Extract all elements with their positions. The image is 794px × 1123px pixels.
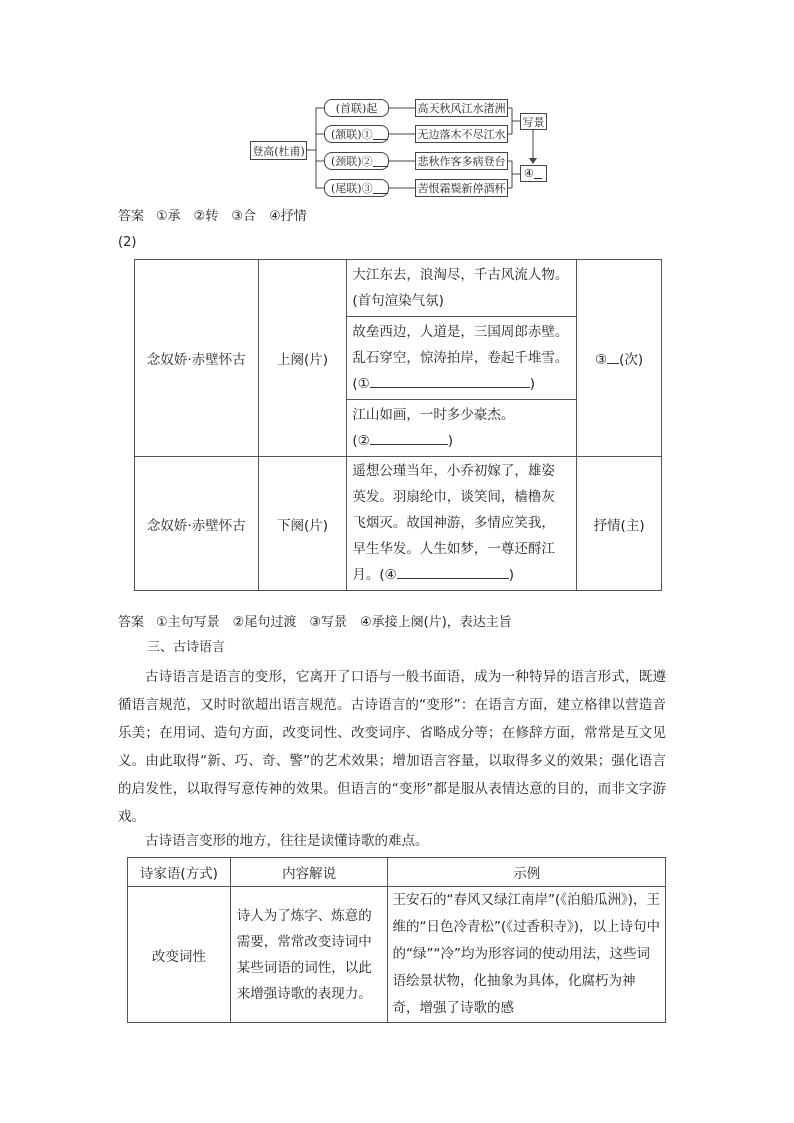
blank — [373, 183, 388, 194]
poem-part: 上阕(片) — [258, 260, 347, 457]
diagram-label-1: (首联)起 — [324, 99, 389, 117]
role-cell: ③ (次) — [577, 260, 662, 457]
diagram-label-4: (尾联)③ — [324, 179, 389, 197]
item-2-label: (2) — [118, 235, 137, 250]
diagram-line-4: 苦恨霜鬓新停酒杯 — [415, 179, 508, 197]
diagram-root: 登高(杜甫) — [250, 141, 307, 160]
header-explain: 内容解说 — [230, 858, 388, 887]
diagram-line-1: 高天秋风江水渚洲 — [415, 99, 508, 117]
verse-cell: 大江东去，浪淘尽，千古风流人物。 (首句渲染气氛) — [347, 260, 577, 317]
paragraph-1: 古诗语言是语言的变形，它离开了口语与一般书面语，成为一种特异的语言形式，既遵循语言规范，又时时欲超出语言规范。古诗语言的“变形”：在语言方面，建立格律以营造音乐美；在用词、造句方面，改变词性、改变词序、省略成分等；在修辞方面，常常是互文见义。由此取得“新、巧、奇、警”的艺术效果；增加语言容量，以取得多义的效果；强化语言的启发性，以取得写意传神的效果。但语言的“变形”都是服从表情达意的目的，而非文字游戏。 — [118, 669, 666, 825]
diagram-connectors — [0, 0, 794, 200]
blank — [607, 349, 619, 364]
verse-cell: 遥想公瑾当年，小乔初嫁了，雄姿 英发。羽扇纶巾，谈笑间，樯橹灰 飞烟灭。故国神游，多情应笑我， 早生华发。人生如梦，一尊还酹江 月。(④ ) — [347, 457, 577, 591]
poetic-language-table — [127, 857, 666, 1023]
diagram-line-2: 无边落木不尽江水 — [415, 125, 508, 143]
table-row — [135, 260, 662, 317]
example-cell: 王安石的“春风又绿江南岸”(《泊船瓜洲》)，王维的“日色冷青松”(《过香积寺》)，以上诗句中的“绿”“冷”均为形容词的使动用法，这些词语绘景状物，化抽象为具体，化腐朽为神奇，增强了诗歌的感 — [388, 887, 666, 1023]
blank — [534, 168, 542, 179]
diagram-label-3: (颈联)② — [324, 152, 389, 170]
poem-table — [134, 259, 662, 591]
method-cell: 改变词性 — [128, 887, 231, 1023]
table-row — [135, 457, 662, 591]
blank — [370, 430, 448, 445]
poem-part: 下阕(片) — [258, 457, 347, 591]
role-cell: 抒情(主) — [577, 457, 662, 591]
poem-title: 念奴娇·赤壁怀古 — [135, 260, 259, 457]
table-row — [128, 887, 666, 1023]
answer-2: 答案 ①主句写景 ②尾句过渡 ③写景 ④承接上阕(片)，表达主旨 — [118, 615, 512, 630]
diagram-line-3: 悲秋作客多病登台 — [415, 152, 508, 170]
blank — [397, 564, 509, 579]
paragraph-2: 古诗语言变形的地方，往往是读懂诗歌的难点。 — [145, 833, 429, 849]
verse-cell: 江山如画，一时多少豪杰。 (② ) — [347, 400, 577, 457]
section-heading: 三、古诗语言 — [147, 640, 226, 655]
verse-cell: 故垒西边，人道是，三国周郎赤壁。 乱石穿空，惊涛拍岸，卷起千堆雪。 (① ) — [347, 317, 577, 400]
blank — [373, 156, 388, 167]
explain-cell: 诗人为了炼字、炼意的需要，常常改变诗词中某些词语的词性，以此来增强诗歌的表现力。 — [230, 887, 388, 1023]
diagram-label-2: (颔联)① — [324, 125, 389, 143]
answer-1: 答案 ①承 ②转 ③合 ④抒情 — [118, 209, 307, 224]
header-example: 示例 — [388, 858, 666, 887]
blank — [370, 373, 530, 388]
header-method: 诗家语(方式) — [128, 858, 231, 887]
blank — [373, 129, 388, 140]
diagram-right-bottom: ④ — [520, 165, 547, 182]
poem-title: 念奴娇·赤壁怀古 — [135, 457, 259, 591]
table-header-row — [128, 858, 666, 887]
diagram-right-top: 写景 — [520, 113, 547, 130]
